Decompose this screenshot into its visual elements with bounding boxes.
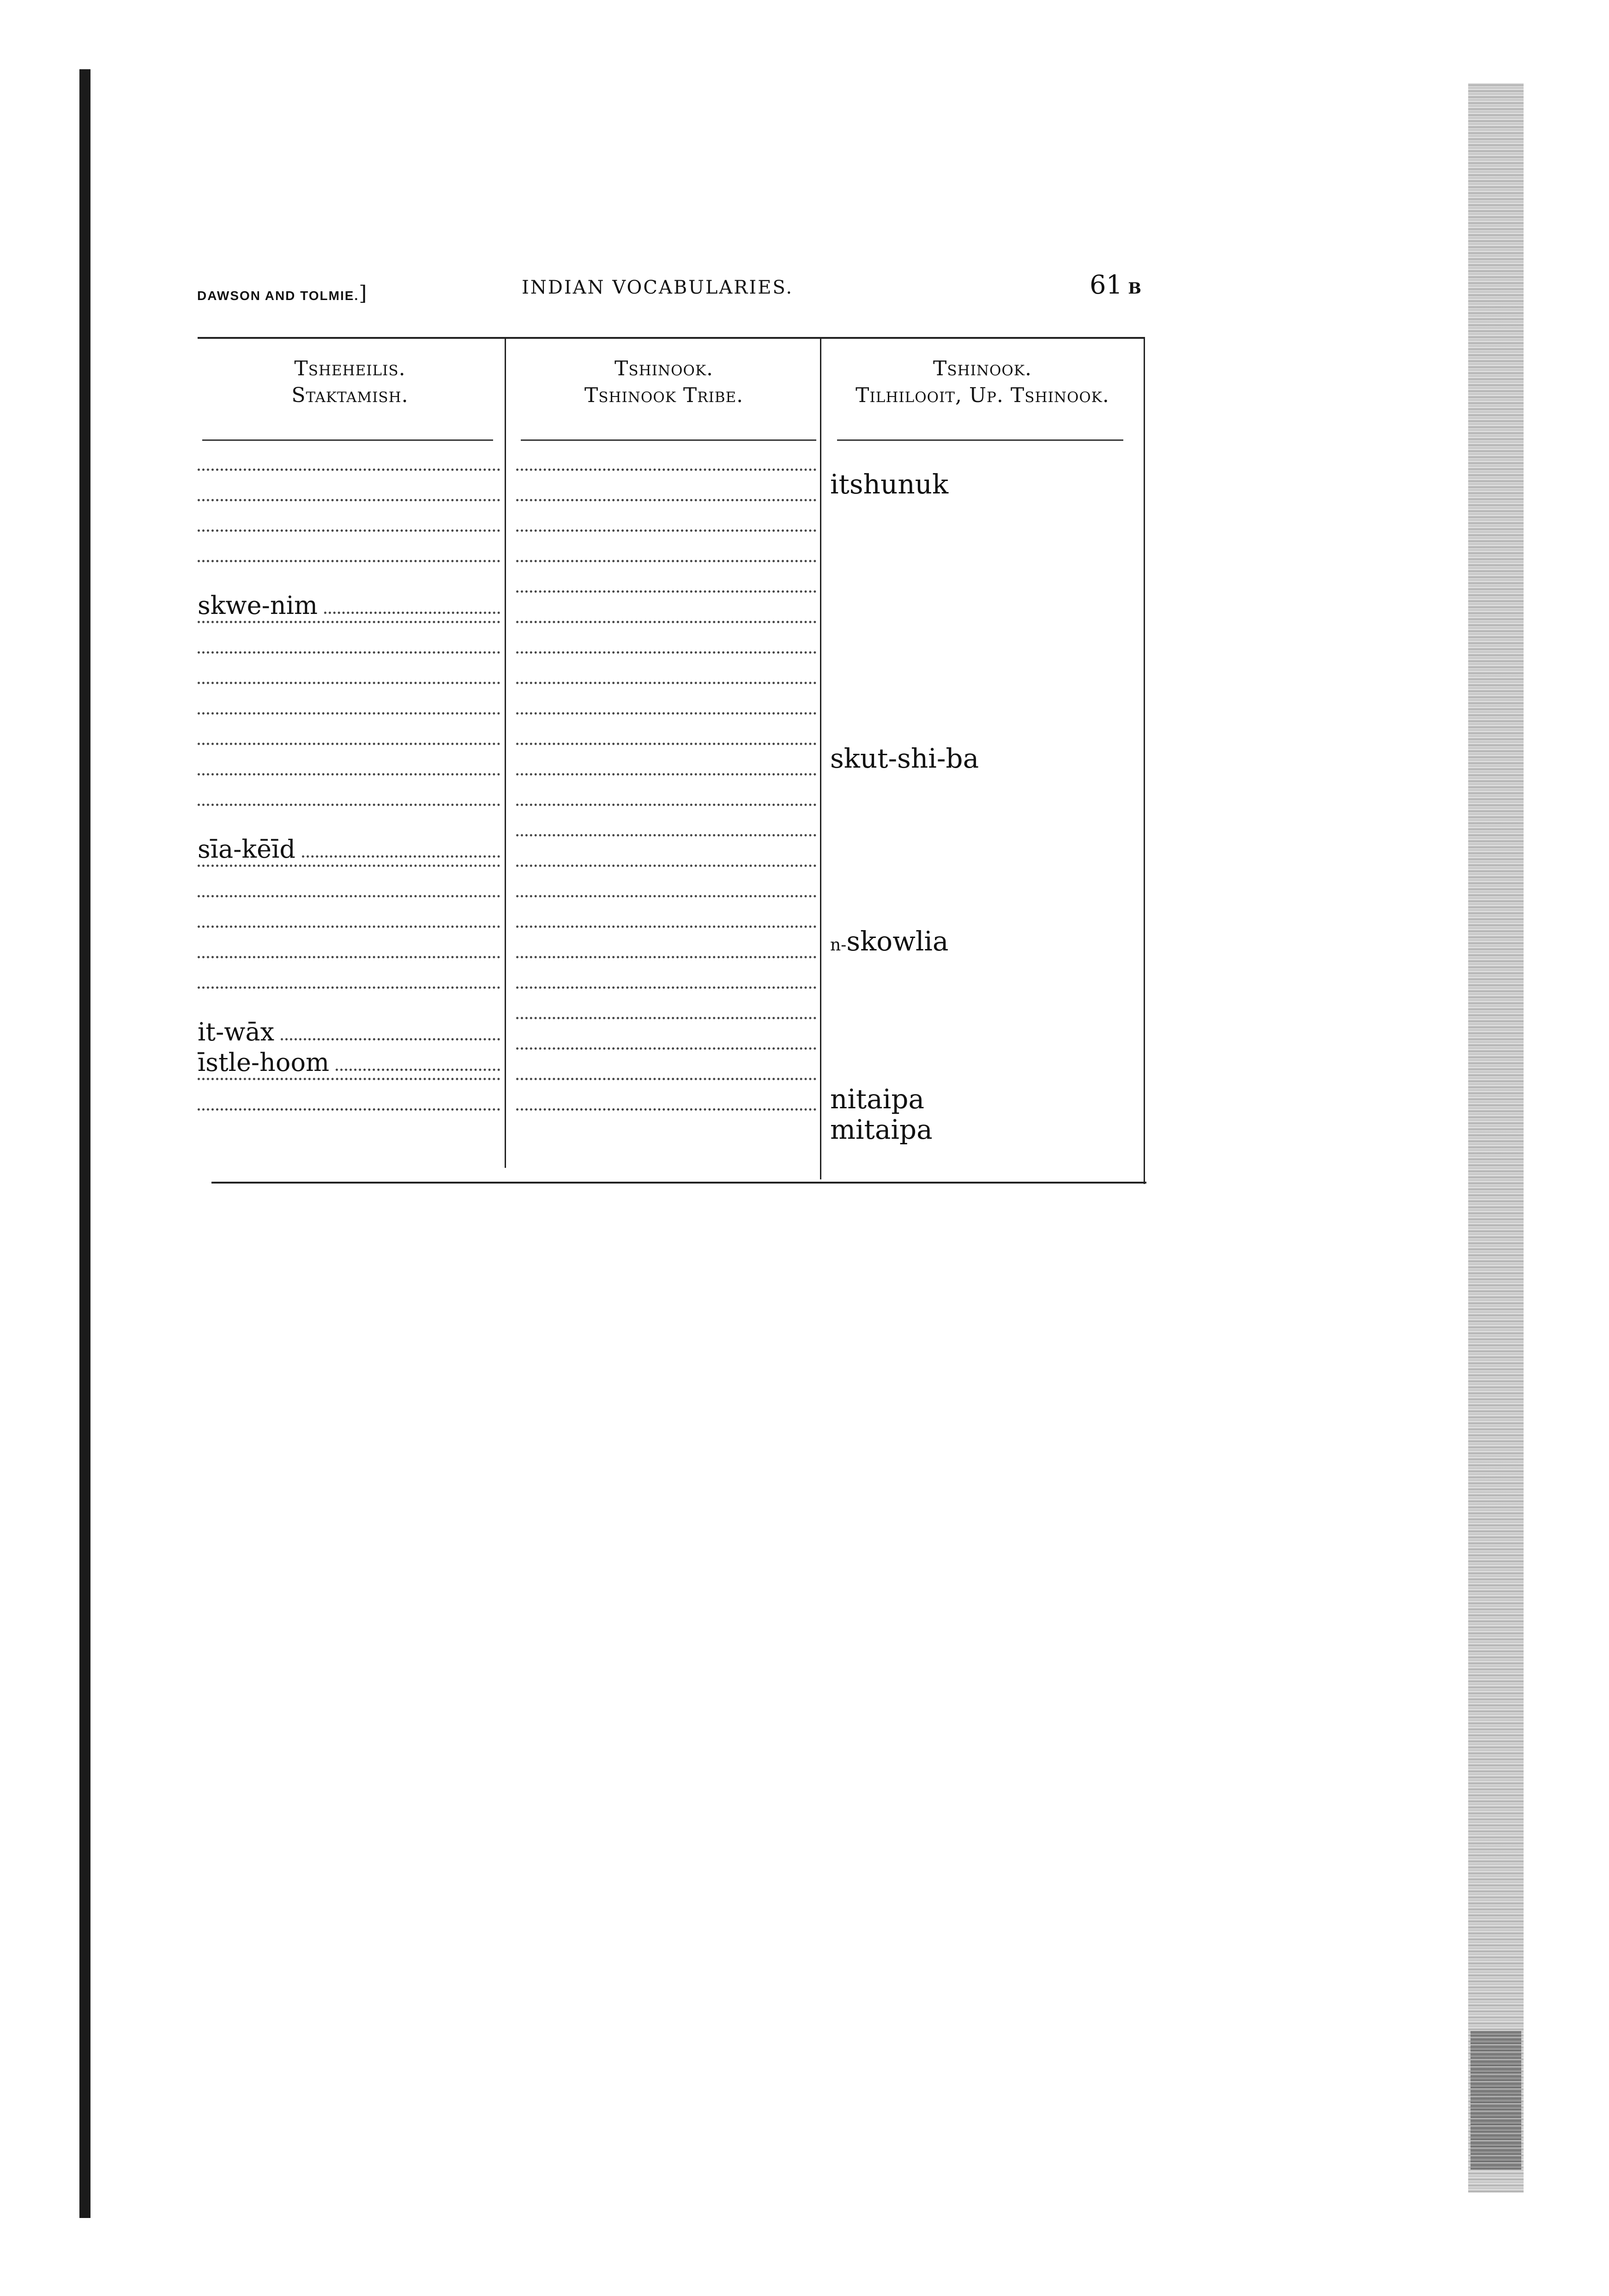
- dot-leader: [516, 1108, 816, 1111]
- vocabulary-table: [198, 337, 1145, 1184]
- dot-leader: [516, 743, 816, 745]
- dot-leader: [198, 773, 500, 775]
- entry-itshunuk: itshunuk: [830, 469, 949, 500]
- entry-n-skowlia: [830, 926, 949, 957]
- dot-leader: [516, 804, 816, 806]
- page-number-value: 61: [1090, 270, 1123, 300]
- column-divider-1: [505, 337, 506, 1168]
- table-row: [198, 560, 500, 590]
- table-row: [198, 499, 500, 529]
- table-row: [516, 621, 816, 651]
- table-row: [198, 865, 500, 895]
- table-row: [516, 926, 816, 956]
- table-row: [516, 743, 816, 773]
- dot-leader: [302, 855, 500, 858]
- table-row: [516, 895, 816, 926]
- entry-word: it-wāx: [198, 1017, 275, 1046]
- entry-n-skowlia-word: skowlia: [846, 926, 949, 957]
- dot-leader: [516, 895, 816, 897]
- table-row: [516, 834, 816, 865]
- dot-leader: [198, 804, 500, 806]
- table-row: [198, 895, 500, 926]
- dot-leader: [198, 895, 500, 897]
- column-2-line2: Tshinook Tribe.: [584, 384, 744, 407]
- dot-leader: [516, 773, 816, 775]
- column-2-line1: Tshinook.: [615, 357, 713, 380]
- table-row: [516, 804, 816, 834]
- dot-leader: [516, 529, 816, 532]
- dot-leader: [198, 743, 500, 745]
- dot-leader: [516, 560, 816, 562]
- dot-leader: [516, 1017, 816, 1019]
- column-1-line2: Staktamish.: [291, 384, 409, 407]
- column-2-head-rule: [521, 439, 816, 441]
- dot-leader: [198, 712, 500, 715]
- table-row: [516, 682, 816, 712]
- table-bottom-rule: [211, 1182, 1146, 1184]
- dot-leader: [198, 621, 500, 623]
- dot-leader: [198, 682, 500, 684]
- dot-leader: [198, 651, 500, 654]
- column-header-1: [202, 355, 498, 409]
- dot-leader: [516, 712, 816, 715]
- binding-edge: [79, 69, 90, 2218]
- table-row: [198, 1108, 500, 1139]
- table-row: [516, 1047, 816, 1078]
- entry-word: skwe-nim: [198, 591, 318, 620]
- column-1-head-rule: [202, 439, 493, 441]
- entry-word: sīa-kēīd: [198, 835, 295, 864]
- column-1-entries: [198, 469, 500, 1139]
- dot-leader: [516, 986, 816, 989]
- column-1-line1: Tsheheilis.: [294, 357, 406, 380]
- dot-leader: [516, 1078, 816, 1080]
- dot-leader: [198, 1078, 500, 1080]
- column-header-2: [512, 355, 816, 409]
- dot-leader: [198, 1108, 500, 1111]
- table-row: [198, 956, 500, 986]
- table-row: [198, 651, 500, 682]
- scan-edge-noise-dark: [1470, 2031, 1521, 2170]
- table-row: [516, 1108, 816, 1139]
- dot-leader: [198, 499, 500, 501]
- dot-leader: [336, 1069, 500, 1071]
- table-row: [516, 986, 816, 1017]
- table-row: [516, 712, 816, 743]
- dot-leader: [198, 529, 500, 532]
- table-row: [198, 621, 500, 651]
- column-3-line2: Tilhilooit, Up. Tshinook.: [856, 384, 1109, 407]
- dot-leader: [198, 469, 500, 471]
- table-row: [516, 469, 816, 499]
- table-row: [516, 560, 816, 590]
- column-3-head-rule: [837, 439, 1123, 441]
- table-top-rule: [198, 337, 1145, 339]
- entry-nitaipa: nitaipa: [830, 1083, 925, 1115]
- page-number: [1090, 270, 1141, 307]
- entry-skut-shi-ba: skut-shi-ba: [830, 743, 979, 774]
- table-row: [198, 926, 500, 956]
- entry-n-skowlia-prefix: n-: [830, 936, 847, 955]
- column-header-3: [823, 355, 1142, 409]
- column-3-line1: Tshinook.: [933, 357, 1032, 380]
- table-row: [198, 1017, 500, 1047]
- table-row: [198, 773, 500, 804]
- authors-bracket: ]: [359, 282, 368, 305]
- table-row: [198, 834, 500, 865]
- table-row: [516, 590, 816, 621]
- table-row: [198, 712, 500, 743]
- column-divider-3: [1144, 337, 1145, 1184]
- table-row: [198, 590, 500, 621]
- column-2-entries: [516, 469, 816, 1139]
- dot-leader: [516, 469, 816, 471]
- table-row: [516, 499, 816, 529]
- table-row: [516, 865, 816, 895]
- dot-leader: [516, 926, 816, 928]
- table-row: [198, 743, 500, 773]
- table-row: [516, 956, 816, 986]
- dot-leader: [198, 560, 500, 562]
- table-row: [198, 529, 500, 560]
- dot-leader: [198, 865, 500, 867]
- dot-leader: [516, 499, 816, 501]
- running-head-authors: [197, 282, 368, 319]
- table-row: [516, 773, 816, 804]
- table-row: [198, 804, 500, 834]
- authors-text: DAWSON AND TOLMIE.: [197, 289, 359, 303]
- table-row: [198, 1078, 500, 1108]
- dot-leader: [516, 956, 816, 958]
- running-head-title: INDIAN VOCABULARIES.: [522, 277, 794, 298]
- entry-word: īstle-hoom: [198, 1048, 330, 1077]
- dot-leader: [281, 1038, 500, 1040]
- table-row: [516, 1017, 816, 1047]
- table-row: [516, 1078, 816, 1108]
- dot-leader: [516, 865, 816, 867]
- dot-leader: [198, 926, 500, 928]
- table-row: [516, 651, 816, 682]
- table-row: [198, 682, 500, 712]
- dot-leader: [198, 986, 500, 989]
- dot-leader: [516, 682, 816, 684]
- entry-mitaipa: mitaipa: [830, 1114, 933, 1145]
- table-row: [198, 986, 500, 1017]
- scan-edge-noise: [1468, 83, 1524, 2193]
- dot-leader: [324, 612, 500, 614]
- dot-leader: [516, 1047, 816, 1050]
- table-row: [198, 469, 500, 499]
- table-row: [516, 529, 816, 560]
- column-divider-2: [820, 337, 821, 1179]
- dot-leader: [198, 956, 500, 958]
- dot-leader: [516, 590, 816, 593]
- dot-leader: [516, 651, 816, 654]
- dot-leader: [516, 834, 816, 836]
- dot-leader: [516, 621, 816, 623]
- page-number-letter: B: [1128, 279, 1142, 298]
- table-row: [198, 1047, 500, 1078]
